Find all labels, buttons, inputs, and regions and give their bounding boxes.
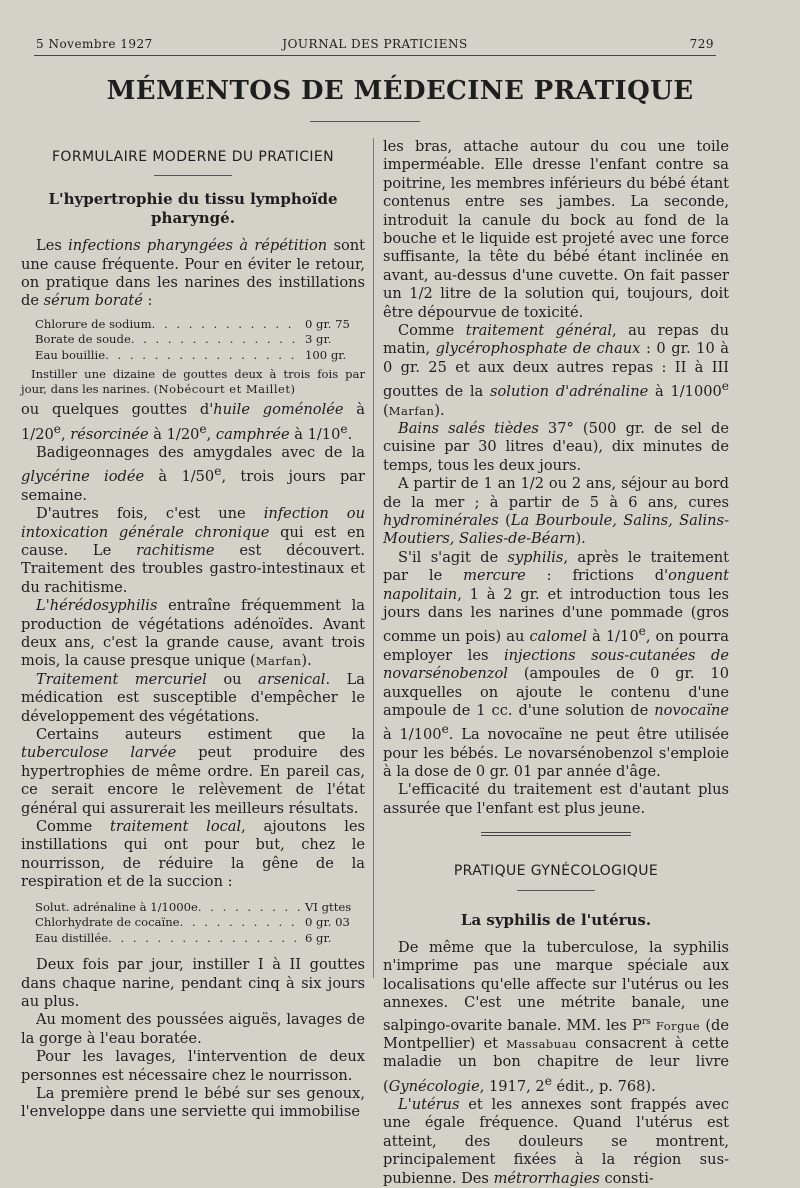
formula-adrenaline: [35, 900, 365, 947]
paragraph: Deux fois par jour, instiller I à II gouttes dans chaque narine, pendant cinq à six jours au plus.: [21, 956, 365, 1010]
formula-line: Borate de soude . . . 3 gr.: [35, 332, 365, 348]
formula-line: Chlorhydrate de cocaïne . . . 0 gr. 03: [35, 915, 365, 931]
formula-line: Solut. adrénaline à 1/1000e . . . VI gttes: [35, 900, 365, 916]
section-title-formulaire: FORMULAIRE MODERNE DU PRATICIEN: [51, 149, 335, 165]
paragraph: Comme traitement local, ajoutons les instillations qui ont pour but, chez le nourrisson, de réduire la gêne de la respiration et de la succion :: [21, 818, 365, 891]
paragraph: Certains auteurs estiment que la tuberculose larvée peut produire des hypertrophies de même ordre. En pareil cas, ce serait encore le relèvement de l'état général qui assurerait les meilleurs résultats.: [21, 725, 365, 817]
article-title-syphilis: La syphilis de l'utérus.: [460, 910, 652, 929]
section-rule: [154, 175, 232, 176]
paragraph: La première prend le bébé sur ses genoux, l'enveloppe dans une serviette qui immobilise: [21, 1084, 365, 1121]
article-title-hypertrophie: L'hypertrophie du tissu lymphoïde pharyngé.: [48, 190, 338, 227]
paragraph: les bras, attache autour du cou une toile imperméable. Elle dresse l'enfant contre sa poitrine, les membres inférieurs du bébé étant contenus entre ses jambes. La seconde, introduit la canule du bock au fond de la bouche et le liquide est projeté avec une force suffisante, la tête du bébé étant inclinée en avant, au-dessus d'une cuvette. On fait passer un 1/2 litre de la solution qui, toujours, doit être dépourvue de toxicité.: [383, 138, 729, 321]
formula-line: Chlorure de sodium . . . 0 gr. 75: [35, 317, 365, 333]
formula-note: Instiller une dizaine de gouttes deux à trois fois par jour, dans les narines. (Nobécourt et Maillet): [21, 367, 365, 397]
column-divider: [373, 138, 374, 978]
page-number: 729: [689, 37, 714, 51]
paragraph: Les infections pharyngées à répétition sont une cause fréquente. Pour en éviter le retour, on pratique dans les narines des instillations de sérum boraté :: [21, 237, 365, 310]
paragraph: ou quelques gouttes d'huile goménolée à 1/20e, résorcinée à 1/20e, camphrée à 1/10e.: [21, 401, 366, 443]
paragraph: De même que la tuberculose, la syphilis n'imprime pas une marque spéciale aux localisations qu'elle affecte sur l'utérus ou les annexes. C'est une métrite banale, une salpingo-ovarite banale. MM. les $P^{rs}$ Forgue (de Montpellier) et Massabuau consacrent à cette maladie un bon chapitre de leur livre (Gynécologie, 1917, 2e édit., p. 768).: [383, 939, 730, 1095]
title-rule: [310, 121, 420, 122]
issue-date: 5 Novembre 1927: [36, 37, 153, 51]
journal-name: JOURNAL DES PRATICIENS: [282, 37, 468, 51]
paragraph: S'il s'agit de syphilis, après le traitement par le mercure : frictions d'onguent napolitain, 1 à 2 gr. et introduction tous les jours dans les narines d'une pommade (gros comme un pois) au calomel à 1/10e, on pourra employer les injections sous-cutanées de novarsénobenzol (ampoules de 0 gr. 10 auxquelles on ajoute le contenu d'une ampoule de 1 cc. d'une solution de novocaïne à 1/100e. La novocaïne ne peut être utilisée pour les bébés. Le novarsénobenzol s'emploie à la dose de 0 gr. 01 par année d'âge.: [383, 548, 729, 780]
formula-line: Eau distillée . . . 6 gr.: [35, 931, 365, 947]
paragraph: Comme traitement général, au repas du matin, glycérophosphate de chaux : 0 gr. 10 à 0 gr. 25 et aux deux autres repas : II à III gouttes de la solution d'adrénaline à 1/1000e (Marfan).: [383, 322, 729, 419]
paragraph: Badigeonnages des amygdales avec de la glycérine iodée à 1/50e, trois jours par semaine.: [21, 444, 365, 504]
paragraph: Pour les lavages, l'intervention de deux personnes est nécessaire chez le nourrisson.: [21, 1048, 365, 1084]
formula-serum-borate: [35, 317, 365, 364]
formula-line: Eau bouillie . . . 100 gr.: [35, 348, 365, 364]
header-rule: [34, 55, 716, 56]
left-column: [21, 138, 365, 1122]
paragraph: A partir de 1 an 1/2 ou 2 ans, séjour au bord de la mer ; à partir de 5 à 6 ans, cures hydrominérales (La Bourboule, Salins, Salins-Moutiers, Salies-de-Béarn).: [383, 475, 729, 548]
paragraph: L'efficacité du traitement est d'autant plus assurée que l'enfant est plus jeune.: [383, 781, 729, 817]
paragraph: Bains salés tièdes 37° (500 gr. de sel de cuisine par 30 litres d'eau), dix minutes de temps, tous les deux jours.: [383, 419, 729, 474]
section-separator: [481, 832, 631, 836]
paragraph: L'hérédosyphilis entraîne fréquemment la production de végétations adénoïdes. Avant deux ans, c'est la grande cause, avant trois mois, la cause presque unique (Marfan).: [21, 597, 365, 670]
paragraph: Au moment des poussées aiguës, lavages de la gorge à l'eau boratée.: [21, 1011, 365, 1047]
paragraph: D'autres fois, c'est une infection ou intoxication générale chronique qui est en cause. Le rachitisme est découvert. Traitement des troubles gastro-intestinaux et du rachitisme.: [21, 505, 365, 596]
section-title-gynecologique: PRATIQUE GYNÉCOLOGIQUE: [453, 863, 659, 880]
running-header: [36, 37, 714, 55]
paragraph: L'utérus et les annexes sont frappés avec une égale fréquence. Quand l'utérus est atteint, des douleurs se montrent, principalement fixées à la région sus-pubienne. Des métrorrhagies consti-: [383, 1095, 729, 1187]
page-title: MÉMENTOS DE MÉDECINE PRATIQUE: [106, 76, 694, 106]
section-rule: [517, 890, 595, 891]
right-column: [383, 138, 729, 1188]
paragraph: Traitement mercuriel ou arsenical. La médication est susceptible d'empêcher le développement des végétations.: [21, 670, 365, 725]
